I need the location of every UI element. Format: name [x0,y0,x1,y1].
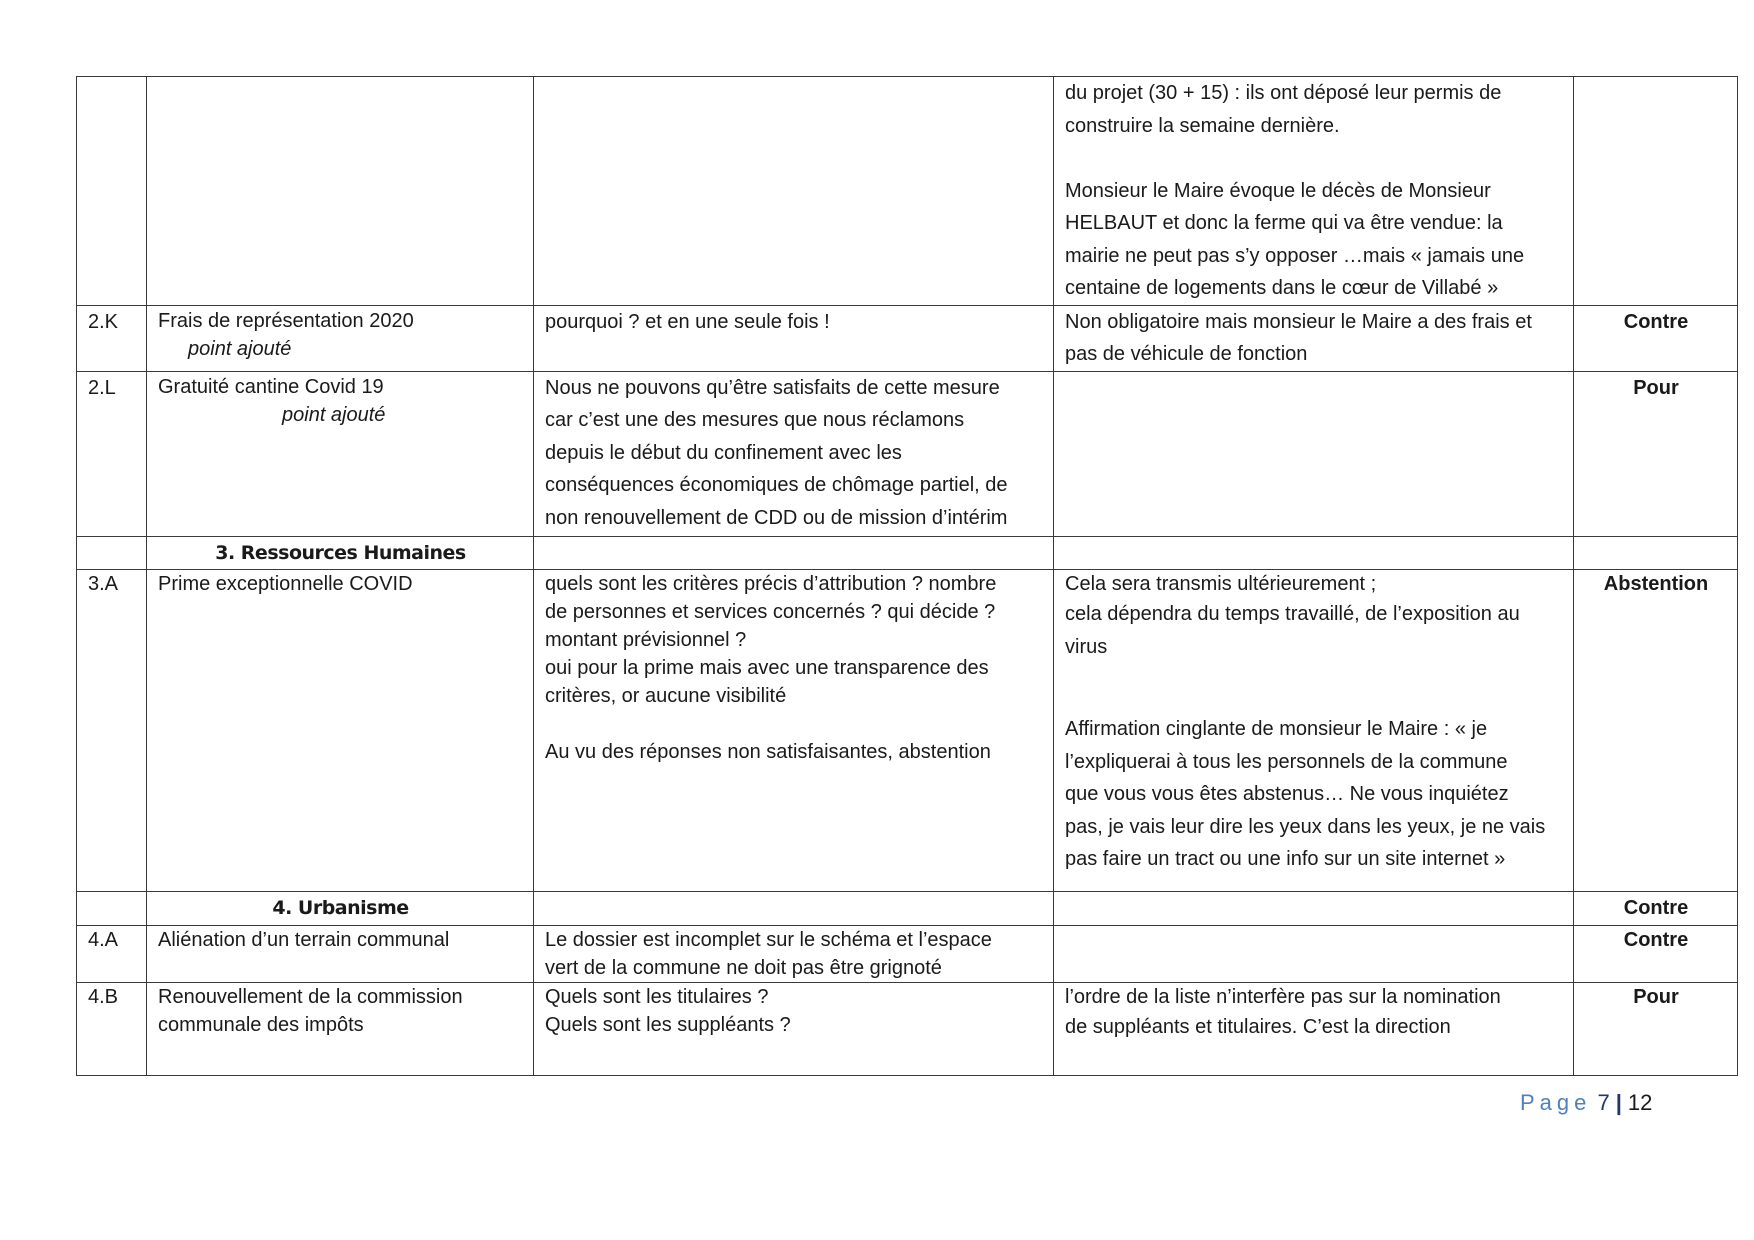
subject-cell [147,371,534,536]
item-number-cell [77,77,147,306]
subject-cell [147,925,534,982]
page-footer [1520,1090,1652,1116]
answer-line: mairie ne peut pas s’y opposer …mais « jamais une [1065,244,1525,267]
item-number-cell [77,536,147,570]
answer-line: de suppléants et titulaires. C’est la direction [1065,1015,1451,1038]
vote-cell: Contre [1574,892,1738,926]
answer-cell [1054,982,1574,1075]
answer-line: du projet (30 + 15) : ils ont déposé leur permis de [1065,82,1502,104]
vote-cell: Pour [1574,371,1738,536]
answer-line: cela dépendra du temps travaillé, de l’exposition au [1065,603,1520,625]
vote-cell: Pour [1574,982,1738,1075]
answer-line: l’ordre de la liste n’interfère pas sur la nomination [1065,985,1501,1008]
answer-line [1065,142,1563,175]
section-row [77,536,1738,570]
subject-title: Prime exceptionnelle COVID [158,573,413,595]
subject-title-line: communale des impôts [158,1013,364,1036]
section-title-cell [147,536,534,570]
subject-cell [147,305,534,371]
question-line: montant prévisionnel ? [545,629,747,651]
answer-line: Non obligatoire mais monsieur le Maire a des frais et [1065,310,1532,333]
table-row [77,305,1738,371]
answer-line: pas, je vais leur dire les yeux dans les yeux, je ne vais [1065,815,1546,838]
vote-cell: Abstention [1574,570,1738,892]
question-line: quels sont les critères précis d’attribution ? nombre [545,573,997,595]
answer-cell [1054,77,1574,306]
page-number: 7 [1597,1090,1610,1115]
question-cell [534,982,1054,1075]
section-title: 3. Ressources Humaines [215,541,466,564]
table-row [77,371,1738,536]
table-row [77,925,1738,982]
answer-line: l’expliquerai à tous les personnels de la commune [1065,750,1508,773]
question-line [545,710,1043,738]
section-title: 4. Urbanisme [272,897,409,919]
answer-line: pas faire un tract ou une info sur un site internet » [1065,848,1506,870]
question-line: Quels sont les suppléants ? [545,1013,791,1036]
answer-line: Cela sera transmis ultérieurement ; [1065,573,1377,595]
section-title-cell [147,892,534,926]
table-row [77,570,1738,892]
table-row [77,77,1738,306]
answer-line: Affirmation cinglante de monsieur le Maire : « je [1065,718,1488,740]
vote-cell [1574,77,1738,306]
item-number-cell: 4.A [77,925,147,982]
question-line: Au vu des réponses non satisfaisantes, abstention [545,741,991,763]
question-cell [534,305,1054,371]
subject-title-line: Renouvellement de la commission [158,985,463,1008]
question-line: non renouvellement de CDD ou de mission d’intérim [545,506,1008,529]
question-line: de personnes et services concernés ? qui décide ? [545,601,996,623]
subject-title: Aliénation d’un terrain communal [158,928,450,951]
question-cell [534,925,1054,982]
section-row [77,892,1738,926]
question-cell [534,570,1054,892]
question-cell [534,77,1054,306]
question-line: Quels sont les titulaires ? [545,985,769,1008]
question-line: pourquoi ? et en une seule fois ! [545,310,830,333]
answer-line: que vous vous êtes abstenus… Ne vous inquiétez [1065,783,1509,805]
answer-line: construire la semaine dernière. [1065,114,1340,137]
question-cell [534,371,1054,536]
answer-line [1065,663,1563,688]
question-cell [534,536,1054,570]
answer-line: pas de véhicule de fonction [1065,343,1308,365]
page-label: Page [1520,1090,1592,1115]
item-number-cell: 2.L [77,371,147,536]
question-line: critères, or aucune visibilité [545,685,787,707]
subject-title: Frais de représentation 2020 [158,309,414,332]
answer-cell [1054,892,1574,926]
answer-line: centaine de logements dans le cœur de Villabé » [1065,277,1499,299]
item-number-cell: 3.A [77,570,147,892]
subject-note: point ajouté [188,337,292,360]
subject-cell [147,982,534,1075]
subject-cell [147,570,534,892]
question-line: car c’est une des mesures que nous réclamons [545,409,965,431]
subject-cell [147,77,534,306]
item-number-cell: 2.K [77,305,147,371]
answer-line [1065,688,1563,713]
vote-cell: Contre [1574,925,1738,982]
question-line: Le dossier est incomplet sur le schéma et l’espace [545,928,992,951]
subject-title: Gratuité cantine Covid 19 [158,375,384,398]
answer-cell [1054,536,1574,570]
answer-cell [1054,371,1574,536]
answer-cell [1054,570,1574,892]
item-number-cell [77,892,147,926]
answer-line: virus [1065,635,1108,658]
page-separator: | [1615,1090,1622,1115]
vote-cell [1574,536,1738,570]
question-line: vert de la commune ne doit pas être grignoté [545,956,942,979]
minutes-table [76,76,1738,1076]
question-line: Nous ne pouvons qu’être satisfaits de cette mesure [545,376,1000,399]
answer-line: HELBAUT et donc la ferme qui va être vendue: la [1065,212,1503,234]
answer-line: Monsieur le Maire évoque le décès de Monsieur [1065,179,1491,202]
table-row [77,982,1738,1075]
question-line: depuis le début du confinement avec les [545,441,902,464]
answer-cell [1054,305,1574,371]
question-line: conséquences économiques de chômage partiel, de [545,474,1008,496]
answer-cell [1054,925,1574,982]
page-total: 12 [1627,1090,1653,1115]
subject-note: point ajouté [282,403,386,426]
vote-cell: Contre [1574,305,1738,371]
question-line: oui pour la prime mais avec une transparence des [545,657,989,679]
item-number-cell: 4.B [77,982,147,1075]
question-cell [534,892,1054,926]
